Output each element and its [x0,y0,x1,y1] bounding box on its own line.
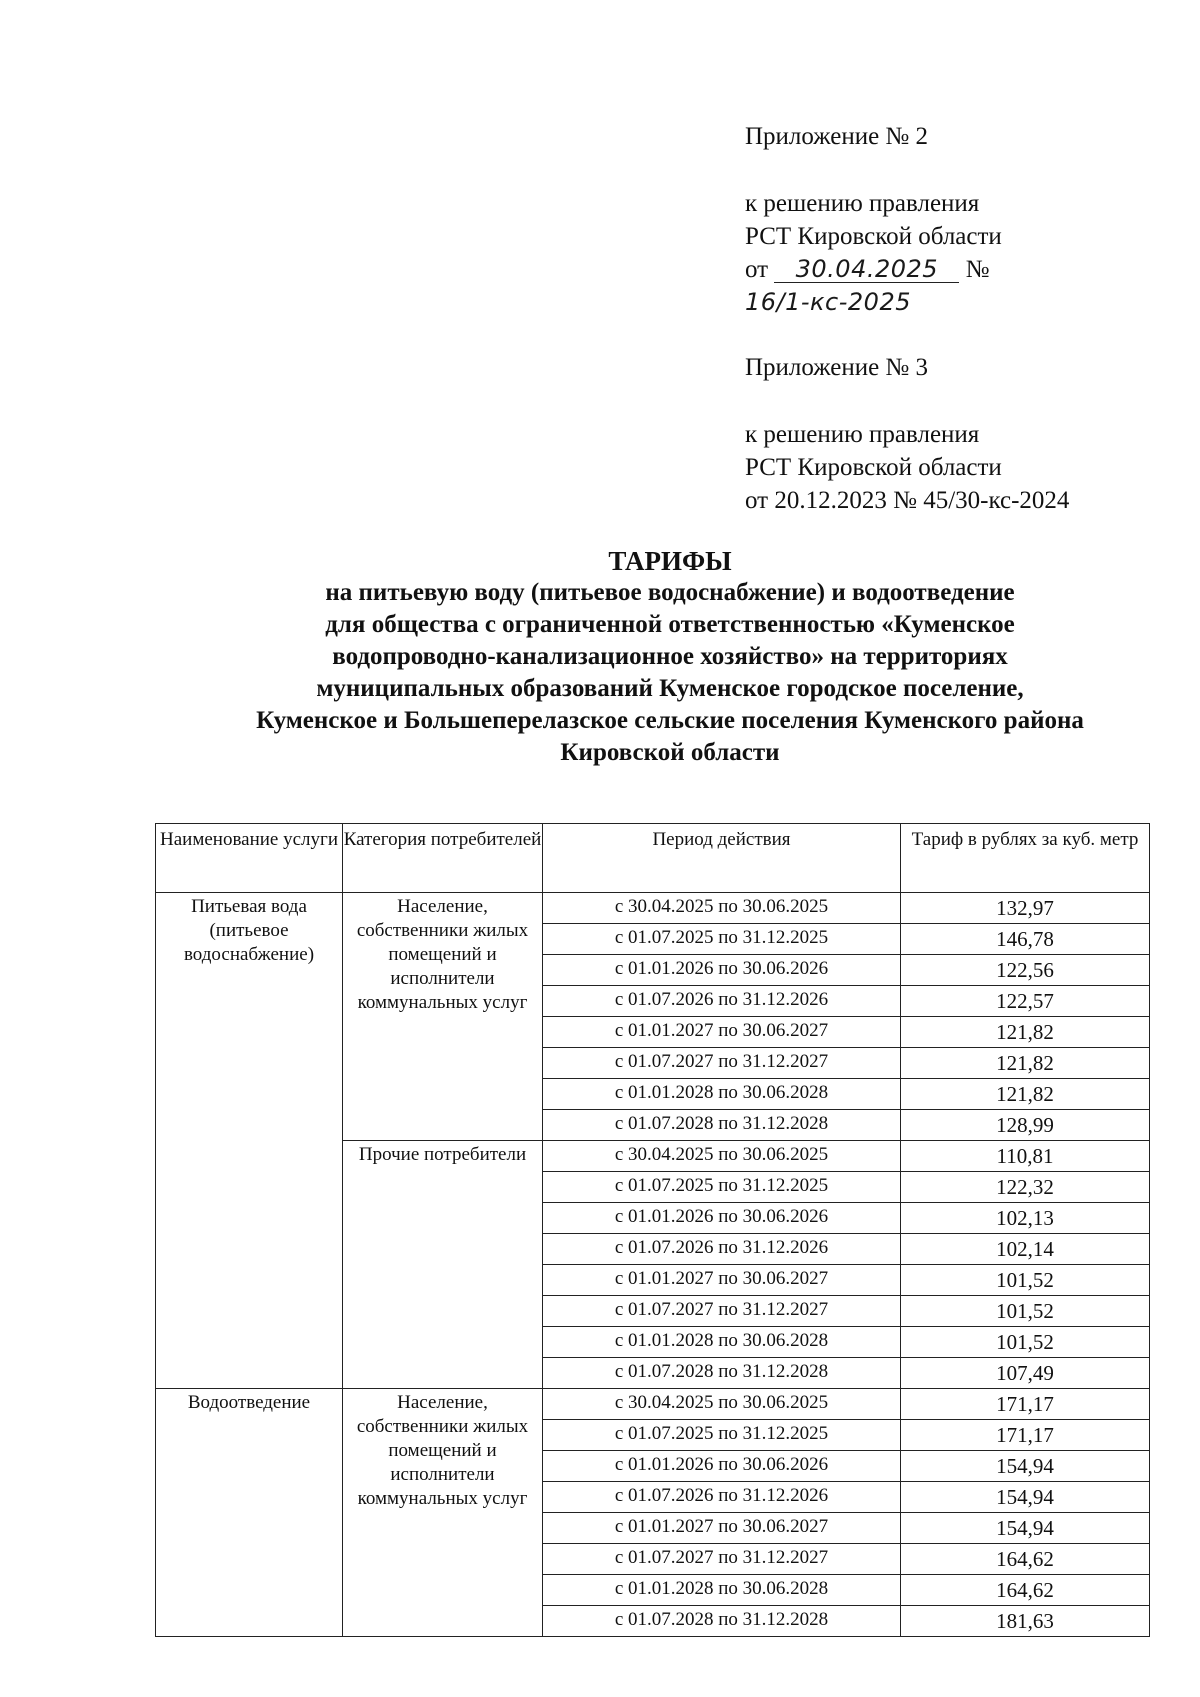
service-cell: Питьевая вода (питьевое водоснабжение) [156,893,343,1389]
period-cell: с 01.07.2028 по 31.12.2028 [543,1606,901,1637]
title-line: на питьевую воду (питьевое водоснабжение) и водоотведение [325,579,1015,606]
tariff-value-cell: 102,14 [901,1234,1150,1265]
table-row [156,1389,1150,1420]
tariff-value-cell: 171,17 [901,1420,1150,1451]
tariff-value-cell: 164,62 [901,1575,1150,1606]
appendix-2-title: Приложение № 2 [745,123,929,150]
appendix-2-prefix: от [745,256,769,283]
title-line: водопроводно-канализационное хозяйство» на территориях [332,643,1008,670]
tariff-value-cell: 164,62 [901,1544,1150,1575]
tariff-value-cell: 154,94 [901,1451,1150,1482]
appendix-2-line1: к решению правления [745,190,980,217]
header-period: Период действия [543,824,901,893]
tariff-value-cell: 102,13 [901,1203,1150,1234]
title-line: муниципальных образований Куменское городское поселение, [316,675,1024,702]
service-cell: Водоотведение [156,1389,343,1637]
tariff-value-cell: 101,52 [901,1327,1150,1358]
tariff-value-cell: 122,57 [901,986,1150,1017]
tariff-value-cell: 128,99 [901,1110,1150,1141]
tariff-value-cell: 107,49 [901,1358,1150,1389]
period-cell: с 01.01.2026 по 30.06.2026 [543,1451,901,1482]
tariff-value-cell: 121,82 [901,1048,1150,1079]
period-cell: с 01.07.2027 по 31.12.2027 [543,1296,901,1327]
category-cell: Население, собственники жилых помещений и исполнители коммунальных услуг [343,893,543,1141]
period-cell: с 01.01.2027 по 30.06.2027 [543,1513,901,1544]
period-cell: с 01.07.2027 по 31.12.2027 [543,1048,901,1079]
title-line: Куменское и Большеперелазское сельские поселения Куменского района [256,707,1084,734]
period-cell: с 01.07.2028 по 31.12.2028 [543,1110,901,1141]
tariff-value-cell: 154,94 [901,1482,1150,1513]
tariff-value-cell: 101,52 [901,1265,1150,1296]
period-cell: с 01.07.2027 по 31.12.2027 [543,1544,901,1575]
tariff-value-cell: 122,32 [901,1172,1150,1203]
period-cell: с 01.07.2025 по 31.12.2025 [543,1420,901,1451]
period-cell: с 01.01.2028 по 30.06.2028 [543,1327,901,1358]
tariff-value-cell: 181,63 [901,1606,1150,1637]
period-cell: с 30.04.2025 по 30.06.2025 [543,1389,901,1420]
table-header-row [156,824,1150,893]
tariff-value-cell: 122,56 [901,955,1150,986]
appendix-3-title: Приложение № 3 [745,354,929,381]
appendix-3-line2: РСТ Кировской области [745,454,1002,481]
header-category: Категория потребителей [343,824,543,893]
tariffs-table [155,823,1150,1637]
title-line: для общества с ограниченной ответственностью «Куменское [325,611,1015,638]
period-cell: с 01.07.2026 по 31.12.2026 [543,1482,901,1513]
period-cell: с 01.07.2025 по 31.12.2025 [543,1172,901,1203]
handwritten-number: 16/1-кс-2025 [745,288,911,316]
period-cell: с 01.07.2028 по 31.12.2028 [543,1358,901,1389]
period-cell: с 01.07.2026 по 31.12.2026 [543,1234,901,1265]
table-body [156,893,1150,1637]
category-cell: Население, собственники жилых помещений и исполнители коммунальных услуг [343,1389,543,1637]
title-main: ТАРИФЫ [608,546,732,576]
header-service: Наименование услуги [156,824,343,893]
tariff-value-cell: 121,82 [901,1079,1150,1110]
tariff-value-cell: 101,52 [901,1296,1150,1327]
tariff-value-cell: 121,82 [901,1017,1150,1048]
appendix-header [745,120,1185,517]
period-cell: с 30.04.2025 по 30.06.2025 [543,893,901,924]
tariff-value-cell: 132,97 [901,893,1150,924]
appendix-2-date-line [745,253,1185,319]
category-cell: Прочие потребители [343,1141,543,1389]
period-cell: с 01.01.2028 по 30.06.2028 [543,1575,901,1606]
period-cell: с 01.01.2026 по 30.06.2026 [543,955,901,986]
period-cell: с 01.01.2028 по 30.06.2028 [543,1079,901,1110]
tariff-value-cell: 146,78 [901,924,1150,955]
period-cell: с 01.01.2027 по 30.06.2027 [543,1017,901,1048]
tariff-value-cell: 110,81 [901,1141,1150,1172]
handwritten-date: 30.04.2025 [774,256,959,283]
appendix-3-line1: к решению правления [745,421,980,448]
period-cell: с 01.01.2026 по 30.06.2026 [543,1203,901,1234]
period-cell: с 01.01.2027 по 30.06.2027 [543,1265,901,1296]
period-cell: с 01.07.2025 по 31.12.2025 [543,924,901,955]
document-title [120,545,1200,769]
appendix-2-num-sign: № [965,256,990,283]
appendix-3-line3: от 20.12.2023 № 45/30-кс-2024 [745,487,1070,514]
period-cell: с 01.07.2026 по 31.12.2026 [543,986,901,1017]
title-line: Кировской области [560,739,780,766]
header-tariff: Тариф в рублях за куб. метр [901,824,1150,893]
tariff-value-cell: 171,17 [901,1389,1150,1420]
tariff-value-cell: 154,94 [901,1513,1150,1544]
appendix-2-line2: РСТ Кировской области [745,223,1002,250]
period-cell: с 30.04.2025 по 30.06.2025 [543,1141,901,1172]
table-row [156,893,1150,924]
